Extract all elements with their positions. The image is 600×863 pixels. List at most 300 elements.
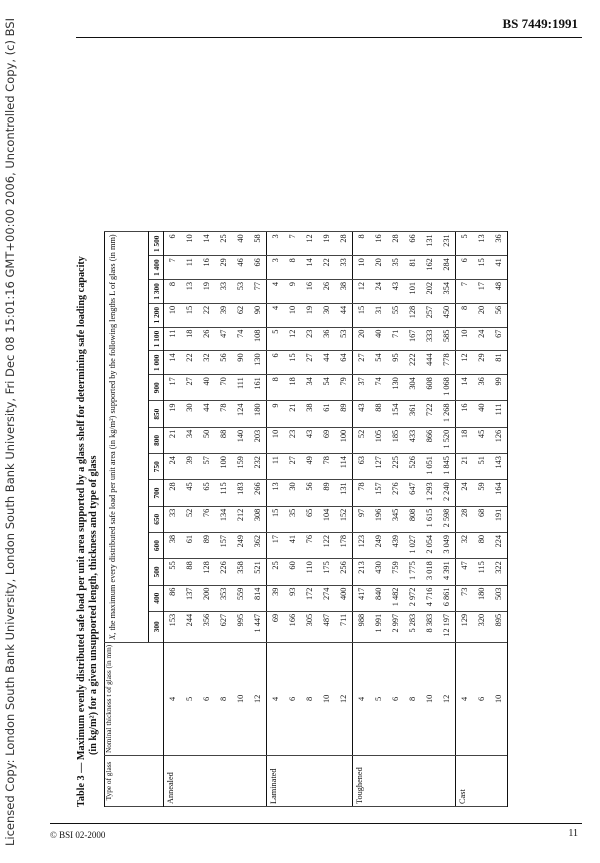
load-value-cell: 45 — [181, 480, 198, 506]
load-value-cell: 19 — [198, 280, 215, 304]
load-value-cell: 226 — [215, 559, 232, 585]
thickness-cell: 12 — [438, 642, 456, 755]
load-value-cell: 47 — [215, 327, 232, 351]
load-value-cell: 27 — [284, 454, 301, 480]
length-header-cell: 1 200 — [149, 303, 164, 327]
load-value-cell: 81 — [404, 256, 421, 280]
load-value-cell: 16 — [198, 256, 215, 280]
load-value-cell: 12 — [353, 280, 371, 304]
footer-rule — [50, 823, 582, 824]
load-value-cell: 28 — [164, 480, 182, 506]
glass-type-cell: Cast — [456, 756, 474, 807]
load-value-cell: 74 — [370, 375, 387, 401]
load-value-cell: 17 — [473, 280, 490, 304]
load-value-cell: 10 — [267, 427, 285, 453]
load-value-cell: 90 — [232, 351, 249, 375]
load-value-cell: 2 598 — [438, 506, 456, 532]
load-value-cell: 430 — [370, 559, 387, 585]
load-value-cell: 8 — [267, 375, 285, 401]
thickness-cell: 8 — [215, 642, 232, 755]
load-value-cell: 284 — [438, 256, 456, 280]
load-value-cell: 988 — [353, 611, 371, 642]
table-row — [318, 232, 335, 807]
load-value-cell: 191 — [490, 506, 508, 532]
load-value-cell: 28 — [335, 232, 353, 256]
length-header-cell: 1 000 — [149, 351, 164, 375]
load-value-cell: 28 — [387, 232, 404, 256]
load-value-cell: 29 — [473, 351, 490, 375]
load-value-cell: 140 — [232, 427, 249, 453]
glass-type-empty-cell — [249, 756, 267, 807]
load-value-cell: 24 — [164, 454, 182, 480]
glass-type-empty-cell — [335, 756, 353, 807]
thickness-cell: 6 — [284, 642, 301, 755]
load-value-cell: 66 — [249, 256, 267, 280]
load-value-cell: 86 — [164, 585, 182, 611]
load-value-cell: 157 — [370, 480, 387, 506]
load-value-cell: 21 — [284, 401, 301, 427]
thickness-cell: 8 — [301, 642, 318, 755]
load-value-cell: 111 — [490, 401, 508, 427]
load-value-cell: 274 — [318, 585, 335, 611]
load-value-cell: 126 — [490, 427, 508, 453]
table-row — [353, 232, 371, 807]
load-value-cell: 27 — [181, 375, 198, 401]
load-value-cell: 55 — [164, 559, 182, 585]
load-value-cell: 6 861 — [438, 585, 456, 611]
load-value-cell: 143 — [490, 454, 508, 480]
load-value-cell: 40 — [232, 232, 249, 256]
load-value-cell: 400 — [335, 585, 353, 611]
thickness-cell: 4 — [164, 642, 182, 755]
load-value-cell: 131 — [421, 232, 438, 256]
load-value-cell: 54 — [370, 351, 387, 375]
load-value-cell: 27 — [301, 351, 318, 375]
thickness-cell: 12 — [249, 642, 267, 755]
length-header-cell: 500 — [149, 559, 164, 585]
load-value-cell: 19 — [301, 303, 318, 327]
load-value-cell: 172 — [301, 585, 318, 611]
load-value-cell: 38 — [335, 280, 353, 304]
load-value-cell: 88 — [370, 401, 387, 427]
load-value-cell: 1 051 — [421, 454, 438, 480]
load-value-cell: 3 — [267, 232, 285, 256]
load-value-cell: 90 — [249, 303, 267, 327]
load-value-cell: 115 — [215, 480, 232, 506]
load-value-cell: 100 — [215, 454, 232, 480]
load-value-cell: 231 — [438, 232, 456, 256]
load-value-cell: 26 — [198, 327, 215, 351]
load-value-cell: 60 — [284, 559, 301, 585]
load-value-cell: 153 — [164, 611, 182, 642]
load-value-cell: 35 — [284, 506, 301, 532]
load-value-cell: 585 — [438, 327, 456, 351]
load-value-cell: 361 — [404, 401, 421, 427]
glass-type-empty-cell — [232, 756, 249, 807]
length-header-cell: 650 — [149, 506, 164, 532]
load-value-cell: 6 — [456, 256, 474, 280]
load-value-cell: 25 — [267, 559, 285, 585]
load-value-cell: 8 — [164, 280, 182, 304]
load-value-cell: 305 — [301, 611, 318, 642]
load-value-cell: 166 — [284, 611, 301, 642]
load-value-cell: 353 — [215, 585, 232, 611]
load-value-cell: 56 — [301, 480, 318, 506]
load-value-cell: 51 — [473, 454, 490, 480]
load-value-cell: 322 — [490, 559, 508, 585]
length-header-cell: 1 500 — [149, 232, 164, 256]
rotated-table-block — [76, 37, 576, 807]
load-value-cell: 213 — [353, 559, 371, 585]
table-row — [284, 232, 301, 807]
load-value-cell: 503 — [490, 585, 508, 611]
load-value-cell: 11 — [181, 256, 198, 280]
load-value-cell: 840 — [370, 585, 387, 611]
load-value-cell: 43 — [301, 427, 318, 453]
length-header-cell: 600 — [149, 532, 164, 558]
load-value-cell: 53 — [232, 280, 249, 304]
thickness-cell: 4 — [456, 642, 474, 755]
load-value-cell: 31 — [370, 303, 387, 327]
load-value-cell: 320 — [473, 611, 490, 642]
load-value-cell: 128 — [198, 559, 215, 585]
table-row — [335, 232, 353, 807]
load-value-cell: 1 293 — [421, 480, 438, 506]
load-value-cell: 53 — [335, 327, 353, 351]
load-value-cell: 433 — [404, 427, 421, 453]
table-row — [421, 232, 438, 807]
load-value-cell: 526 — [404, 454, 421, 480]
load-table — [104, 231, 508, 807]
load-value-cell: 6 — [267, 351, 285, 375]
load-value-cell: 38 — [301, 401, 318, 427]
load-value-cell: 196 — [370, 506, 387, 532]
thickness-cell: 6 — [387, 642, 404, 755]
load-value-cell: 12 197 — [438, 611, 456, 642]
load-value-cell: 304 — [404, 375, 421, 401]
glass-type-empty-cell — [421, 756, 438, 807]
head-x-variable: X, — [108, 632, 117, 640]
load-value-cell: 39 — [181, 454, 198, 480]
load-value-cell: 24 — [473, 327, 490, 351]
table-row — [267, 232, 285, 807]
load-value-cell: 13 — [267, 480, 285, 506]
load-value-cell: 20 — [353, 327, 371, 351]
load-value-cell: 46 — [232, 256, 249, 280]
table-row — [490, 232, 508, 807]
load-value-cell: 44 — [318, 351, 335, 375]
load-value-cell: 333 — [421, 327, 438, 351]
load-value-cell: 81 — [490, 351, 508, 375]
load-value-cell: 183 — [232, 480, 249, 506]
load-value-cell: 759 — [387, 559, 404, 585]
thickness-cell: 4 — [267, 642, 285, 755]
load-value-cell: 62 — [232, 303, 249, 327]
load-value-cell: 40 — [198, 375, 215, 401]
load-value-cell: 4 — [267, 280, 285, 304]
load-value-cell: 2 240 — [438, 480, 456, 506]
head-x-description — [105, 232, 149, 642]
load-value-cell: 345 — [387, 506, 404, 532]
load-value-cell: 7 — [284, 232, 301, 256]
load-value-cell: 164 — [490, 480, 508, 506]
length-header-cell: 700 — [149, 480, 164, 506]
load-value-cell: 9 — [267, 401, 285, 427]
length-header-cell: 850 — [149, 401, 164, 427]
load-value-cell: 5 283 — [404, 611, 421, 642]
load-value-cell: 10 — [353, 256, 371, 280]
length-header-cell: 1 400 — [149, 256, 164, 280]
load-value-cell: 78 — [318, 454, 335, 480]
load-value-cell: 108 — [249, 327, 267, 351]
load-value-cell: 69 — [267, 611, 285, 642]
load-value-cell: 61 — [318, 401, 335, 427]
thickness-cell: 10 — [421, 642, 438, 755]
load-value-cell: 18 — [181, 327, 198, 351]
load-value-cell: 97 — [353, 506, 371, 532]
load-value-cell: 276 — [387, 480, 404, 506]
load-value-cell: 559 — [232, 585, 249, 611]
load-value-cell: 257 — [421, 303, 438, 327]
load-value-cell: 21 — [456, 454, 474, 480]
glass-type-empty-cell — [404, 756, 421, 807]
table-caption-line-2: (in kg/m²) for a given unsupported length, thickness and type of glass — [88, 455, 99, 755]
load-value-cell: 36 — [490, 232, 508, 256]
load-value-cell: 35 — [387, 256, 404, 280]
glass-type-empty-cell — [387, 756, 404, 807]
load-value-cell: 50 — [198, 427, 215, 453]
head-type-of-glass: Type of glass — [105, 756, 164, 807]
load-value-cell: 24 — [370, 280, 387, 304]
load-value-cell: 14 — [198, 232, 215, 256]
load-value-cell: 59 — [473, 480, 490, 506]
load-value-cell: 5 — [267, 327, 285, 351]
thickness-cell: 10 — [490, 642, 508, 755]
thickness-cell: 10 — [318, 642, 335, 755]
load-value-cell: 354 — [438, 280, 456, 304]
load-value-cell: 8 — [284, 256, 301, 280]
load-value-cell: 39 — [267, 585, 285, 611]
load-value-cell: 18 — [456, 427, 474, 453]
load-value-cell: 162 — [421, 256, 438, 280]
load-value-cell: 895 — [490, 611, 508, 642]
load-value-cell: 78 — [215, 401, 232, 427]
load-value-cell: 154 — [387, 401, 404, 427]
load-value-cell: 23 — [284, 427, 301, 453]
standard-code: BS 7449:1991 — [502, 16, 578, 31]
load-value-cell: 8 383 — [421, 611, 438, 642]
load-value-cell: 88 — [181, 559, 198, 585]
load-value-cell: 38 — [164, 532, 182, 558]
load-value-cell: 19 — [318, 232, 335, 256]
load-value-cell: 249 — [232, 532, 249, 558]
load-value-cell: 114 — [335, 454, 353, 480]
load-value-cell: 19 — [164, 401, 182, 427]
length-header-cell: 800 — [149, 427, 164, 453]
load-value-cell: 13 — [473, 232, 490, 256]
thickness-cell: 8 — [404, 642, 421, 755]
table-row — [387, 232, 404, 807]
load-value-cell: 358 — [232, 559, 249, 585]
length-header-cell: 750 — [149, 454, 164, 480]
load-value-cell: 22 — [198, 303, 215, 327]
glass-type-empty-cell — [438, 756, 456, 807]
load-value-cell: 69 — [318, 427, 335, 453]
load-value-cell: 15 — [181, 303, 198, 327]
load-value-cell: 487 — [318, 611, 335, 642]
load-value-cell: 23 — [301, 327, 318, 351]
length-header-cell: 1 100 — [149, 327, 164, 351]
load-value-cell: 36 — [318, 327, 335, 351]
load-value-cell: 450 — [438, 303, 456, 327]
load-value-cell: 222 — [404, 351, 421, 375]
load-value-cell: 4 — [267, 303, 285, 327]
load-value-cell: 3 049 — [438, 532, 456, 558]
load-value-cell: 33 — [335, 256, 353, 280]
load-value-cell: 89 — [335, 401, 353, 427]
load-value-cell: 180 — [473, 585, 490, 611]
glass-type-empty-cell — [284, 756, 301, 807]
load-value-cell: 1 482 — [387, 585, 404, 611]
load-value-cell: 78 — [353, 480, 371, 506]
load-value-cell: 32 — [456, 532, 474, 558]
glass-type-empty-cell — [215, 756, 232, 807]
load-value-cell: 30 — [284, 480, 301, 506]
load-value-cell: 12 — [456, 351, 474, 375]
load-value-cell: 104 — [318, 506, 335, 532]
load-value-cell: 4 716 — [421, 585, 438, 611]
load-value-cell: 1 520 — [438, 427, 456, 453]
load-value-cell: 244 — [181, 611, 198, 642]
load-value-cell: 722 — [421, 401, 438, 427]
load-value-cell: 49 — [301, 454, 318, 480]
load-value-cell: 39 — [215, 303, 232, 327]
load-value-cell: 130 — [387, 375, 404, 401]
load-value-cell: 308 — [249, 506, 267, 532]
load-value-cell: 89 — [198, 532, 215, 558]
glass-type-cell: Laminated — [267, 756, 285, 807]
load-value-cell: 111 — [232, 375, 249, 401]
load-value-cell: 41 — [490, 256, 508, 280]
load-value-cell: 37 — [353, 375, 371, 401]
load-value-cell: 33 — [164, 506, 182, 532]
load-value-cell: 159 — [232, 454, 249, 480]
load-value-cell: 2 997 — [387, 611, 404, 642]
load-value-cell: 76 — [301, 532, 318, 558]
load-value-cell: 48 — [490, 280, 508, 304]
table-row — [249, 232, 267, 807]
glass-type-empty-cell — [301, 756, 318, 807]
load-value-cell: 29 — [215, 256, 232, 280]
load-value-cell: 122 — [318, 532, 335, 558]
load-value-cell: 1 775 — [404, 559, 421, 585]
load-value-cell: 26 — [318, 280, 335, 304]
load-value-cell: 3 018 — [421, 559, 438, 585]
load-value-cell: 16 — [370, 232, 387, 256]
load-value-cell: 11 — [164, 327, 182, 351]
copyright: © BSI 02-2000 — [50, 830, 106, 840]
load-value-cell: 28 — [456, 506, 474, 532]
load-value-cell: 134 — [215, 506, 232, 532]
glass-type-empty-cell — [198, 756, 215, 807]
load-value-cell: 647 — [404, 480, 421, 506]
load-value-cell: 175 — [318, 559, 335, 585]
table-caption-line-1: Table 3 — Maximum evenly distributed safe load per unit area supported by a glass shelf for determining safe loading capacity — [76, 256, 87, 807]
load-value-cell: 30 — [318, 303, 335, 327]
load-value-cell: 1 615 — [421, 506, 438, 532]
load-value-cell: 54 — [318, 375, 335, 401]
load-value-cell: 203 — [249, 427, 267, 453]
load-value-cell: 157 — [215, 532, 232, 558]
glass-type-empty-cell — [181, 756, 198, 807]
load-value-cell: 417 — [353, 585, 371, 611]
load-value-cell: 34 — [181, 427, 198, 453]
load-value-cell: 99 — [490, 375, 508, 401]
glass-type-empty-cell — [318, 756, 335, 807]
load-value-cell: 65 — [198, 480, 215, 506]
thickness-cell: 10 — [232, 642, 249, 755]
load-value-cell: 128 — [404, 303, 421, 327]
load-value-cell: 9 — [284, 280, 301, 304]
load-value-cell: 56 — [215, 351, 232, 375]
load-value-cell: 32 — [198, 351, 215, 375]
load-value-cell: 356 — [198, 611, 215, 642]
load-value-cell: 10 — [164, 303, 182, 327]
load-value-cell: 12 — [284, 327, 301, 351]
load-value-cell: 808 — [404, 506, 421, 532]
load-value-cell: 27 — [353, 351, 371, 375]
load-value-cell: 20 — [473, 303, 490, 327]
load-value-cell: 439 — [387, 532, 404, 558]
length-header-cell: 400 — [149, 585, 164, 611]
load-value-cell: 17 — [164, 375, 182, 401]
load-value-cell: 200 — [198, 585, 215, 611]
load-value-cell: 88 — [215, 427, 232, 453]
load-value-cell: 3 — [267, 256, 285, 280]
load-value-cell: 995 — [232, 611, 249, 642]
load-value-cell: 44 — [198, 401, 215, 427]
load-value-cell: 1 027 — [404, 532, 421, 558]
load-value-cell: 63 — [353, 454, 371, 480]
load-value-cell: 13 — [181, 280, 198, 304]
load-value-cell: 10 — [284, 303, 301, 327]
load-value-cell: 55 — [387, 303, 404, 327]
load-value-cell: 362 — [249, 532, 267, 558]
load-value-cell: 129 — [456, 611, 474, 642]
load-value-cell: 6 — [164, 232, 182, 256]
load-value-cell: 41 — [284, 532, 301, 558]
load-value-cell: 17 — [267, 532, 285, 558]
load-value-cell: 711 — [335, 611, 353, 642]
load-value-cell: 44 — [335, 303, 353, 327]
load-value-cell: 73 — [456, 585, 474, 611]
load-value-cell: 93 — [284, 585, 301, 611]
load-value-cell: 256 — [335, 559, 353, 585]
load-value-cell: 521 — [249, 559, 267, 585]
load-value-cell: 21 — [164, 427, 182, 453]
load-value-cell: 16 — [301, 280, 318, 304]
load-value-cell: 58 — [249, 232, 267, 256]
length-header-cell: 300 — [149, 611, 164, 642]
table-caption — [76, 37, 100, 807]
load-value-cell: 68 — [473, 506, 490, 532]
load-value-cell: 64 — [335, 351, 353, 375]
load-value-cell: 212 — [232, 506, 249, 532]
load-value-cell: 22 — [181, 351, 198, 375]
load-value-cell: 8 — [353, 232, 371, 256]
load-value-cell: 15 — [473, 256, 490, 280]
load-value-cell: 43 — [387, 280, 404, 304]
